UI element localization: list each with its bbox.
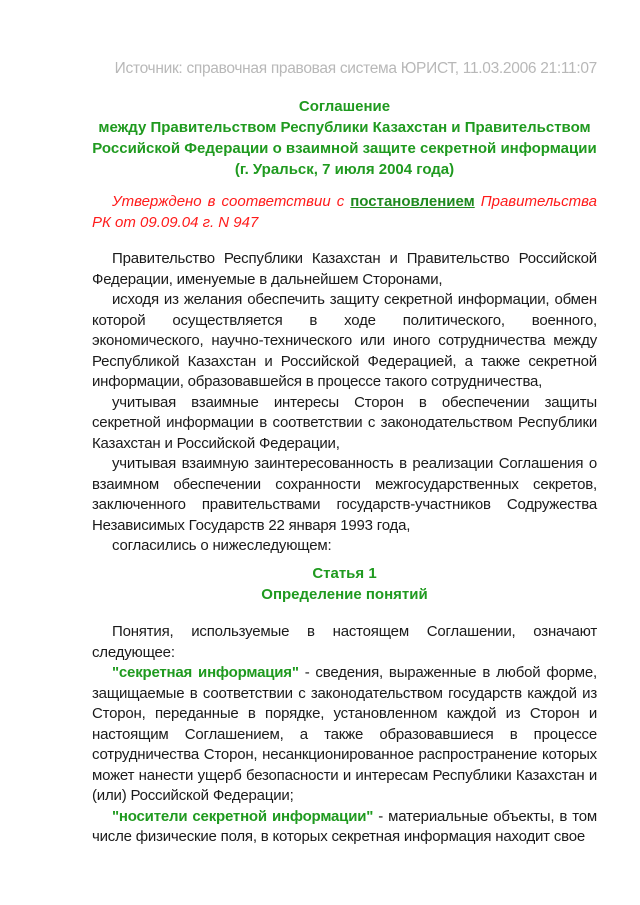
defined-term: "носители секретной информации" [112, 807, 374, 825]
paragraph: учитывая взаимные интересы Сторон в обеспечении защиты секретной информации в соответствии с законодательством Республики Казахстан и Российской Федерации, [92, 393, 597, 452]
preamble [92, 249, 597, 557]
paragraph: учитывая взаимную заинтересованность в реализации Соглашения о взаимном обеспечении сохранности межгосударственных секретов, заключенного правительствами государств-участников Содружества Независимых Государств 22 января 1993 года, [92, 455, 597, 534]
paragraph: Понятия, используемые в настоящем Соглашении, означают следующее: [92, 623, 597, 661]
definition-text: - сведения, выраженные в любой форме, защищаемые в соответствии с законодательством государств каждой из Сторон, переданные в порядке, установленном каждой из Сторон и настоящим Соглашением, а также образовавшиеся в процессе сотрудничества Сторон, несанкционированное распространение которых может нанести ущерб безопасности и интересам Республики Казахстан и (или) Российской Федерации; [92, 664, 597, 804]
definition-item [92, 663, 597, 807]
approval-prefix: Утверждено в соответствии с [112, 193, 351, 210]
resolution-link[interactable]: постановлением [350, 193, 475, 210]
definition-text: - материальные объекты, в том числе физические поля, в которых секретная информация находит свое [92, 807, 597, 845]
paragraph: согласились о нижеследующем: [112, 537, 332, 554]
article-number: Статья 1 [312, 565, 377, 582]
paragraph: исходя из желания обеспечить защиту секретной информации, обмен которой осуществляется в ходе политического, военного, экономического, научно-технического или иного сотрудничества между Республикой Казахстан и Российской Федерацией, а также секретной информации, образовавшейся в процессе такого сотрудничества, [92, 291, 597, 390]
defined-term: "секретная информация" [112, 664, 299, 681]
article-heading [92, 563, 597, 605]
title-line: Соглашение [298, 98, 391, 115]
document-title [92, 96, 597, 180]
definitions [92, 622, 597, 848]
approval-suffix: Правительства РК от 09.09.04 г. N 947 [92, 193, 597, 231]
title-line: Российской Федерации о взаимной защите секретной информации [92, 140, 597, 157]
paragraph: Правительство Республики Казахстан и Правительство Российской Федерации, именуемые в дальнейшем Сторонами, [92, 250, 597, 288]
definition-item [92, 807, 597, 848]
title-line: (г. Уральск, 7 июля 2004 года) [234, 161, 455, 178]
approval-note [92, 191, 597, 233]
article-title: Определение понятий [261, 586, 428, 603]
source-line: Источник: справочная правовая система ЮРИСТ, 11.03.2006 21:11:07 [114, 60, 597, 77]
title-line: между Правительством Республики Казахстан и Правительством [98, 119, 591, 136]
